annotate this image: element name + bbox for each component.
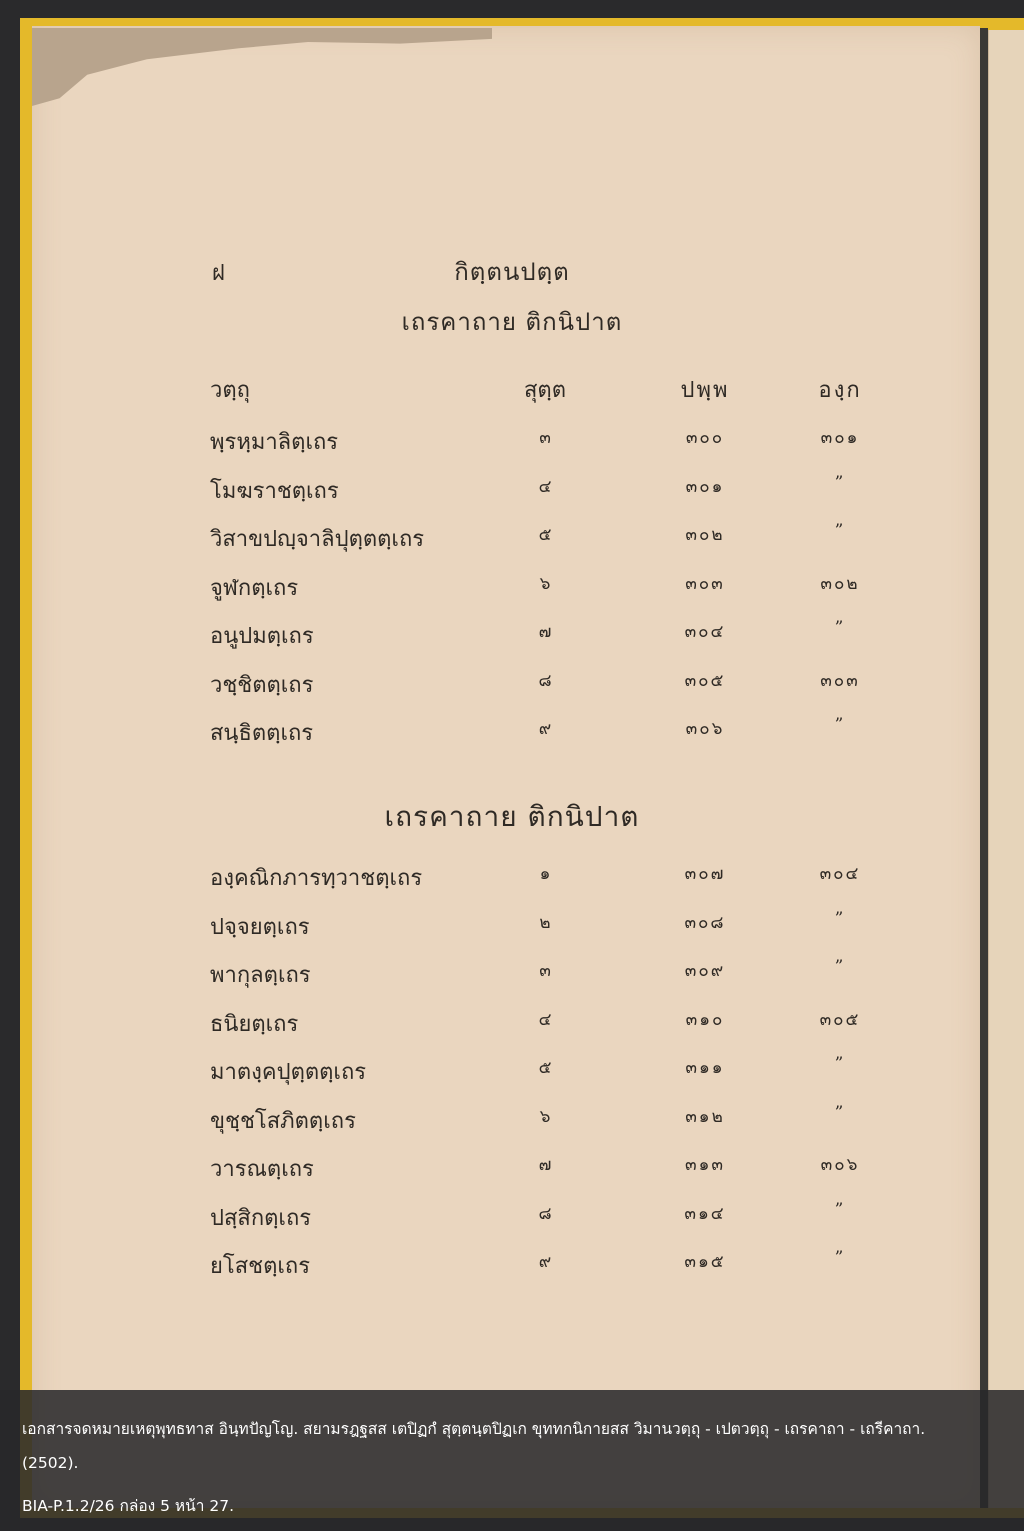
caption-citation: เอกสารจดหมายเหตุพุทธทาส อินฺทปัญโญ. สยามรฎฐสส เตปิฏกํ สุตฺตนฺตปิฏเก ขุททกนิกายสส วิมานวตฺถุ - เปตวตฺถุ - เถรคาถา - เถรีคาถา. (2502). <box>22 1420 926 1472</box>
entry-page: ๓๐๘ <box>684 912 726 933</box>
entry-sutta: ๔ <box>538 1009 552 1030</box>
entry-name: วารณตฺเถร <box>210 1157 314 1182</box>
page-title: กิตฺตนปตฺต <box>454 258 570 286</box>
table-row <box>0 1054 1024 1094</box>
caption-bar <box>0 1390 1024 1531</box>
table-row <box>0 473 1024 513</box>
section-title: เถรคาถาย ติกนิปาต <box>384 800 640 833</box>
entry-ref: ๓๐๕ <box>819 1009 861 1030</box>
entry-name: มาตงฺคปุตฺตตฺเถร <box>210 1060 367 1085</box>
entry-page: ๓๐๐ <box>685 428 725 448</box>
entry-ref: ๓๐๔ <box>819 864 861 884</box>
entry-name: อนูปมตฺเถร <box>210 624 314 649</box>
entry-sutta: ๓ <box>539 961 551 981</box>
table-row <box>0 1006 1024 1046</box>
entry-name: องฺคณิกภารทฺวาชตฺเถร <box>210 866 423 891</box>
entry-sutta: ๕ <box>538 1058 552 1078</box>
page-subtitle: เถรคาถาย ติกนิปาต <box>401 308 623 336</box>
entry-name: ขุชฺชโสภิตตฺเถร <box>210 1108 356 1134</box>
entry-ref: ” <box>834 908 846 929</box>
table-row <box>0 570 1024 610</box>
entry-name: สนฺธิตตฺเถร <box>210 721 314 746</box>
entry-ref: ” <box>834 521 846 541</box>
entry-page: ๓๐๔ <box>684 622 726 642</box>
table-row <box>0 667 1024 707</box>
entry-sutta: ๘ <box>538 1203 552 1224</box>
entry-ref: ๓๐๒ <box>820 573 860 594</box>
table-row <box>0 618 1024 658</box>
entry-ref: ” <box>834 1102 846 1123</box>
entry-page: ๓๐๙ <box>684 961 726 981</box>
entry-sutta: ๑ <box>539 864 551 884</box>
entry-sutta: ๗ <box>538 622 552 642</box>
column-header-ref: องฺก <box>818 378 862 403</box>
table-row <box>0 1151 1024 1191</box>
entry-ref: ” <box>834 715 846 735</box>
table-row <box>0 1200 1024 1240</box>
entry-ref: ” <box>834 1199 846 1220</box>
table-row <box>0 715 1024 755</box>
entry-sutta: ๒ <box>539 912 551 933</box>
table-row <box>0 1103 1024 1143</box>
entry-sutta: ๗ <box>538 1155 552 1175</box>
entry-page: ๓๑๓ <box>684 1155 726 1175</box>
table-row <box>0 1248 1024 1288</box>
table-row <box>0 909 1024 949</box>
entry-page: ๓๐๑ <box>685 476 725 497</box>
table-header <box>0 372 1024 412</box>
entry-ref: ” <box>834 618 846 638</box>
caption-reference: BIA-P.1.2/26 กล่อง 5 หน้า 27. <box>22 1497 235 1515</box>
table-row <box>0 424 1024 464</box>
entry-ref: ๓๐๑ <box>820 428 860 448</box>
entry-sutta: ๕ <box>538 525 552 545</box>
entry-page: ๓๐๒ <box>685 525 725 545</box>
table-row <box>0 957 1024 997</box>
entry-name: ปจฺจยตฺเถร <box>210 914 310 940</box>
entry-name: ยโสชตฺเถร <box>210 1254 311 1279</box>
entry-name: วชฺชิตตฺเถร <box>210 672 314 698</box>
entry-ref: ” <box>834 1248 846 1268</box>
entry-sutta: ๘ <box>538 670 552 691</box>
entry-page: ๓๐๖ <box>685 719 725 739</box>
entry-sutta: ๔ <box>538 476 552 497</box>
entry-page: ๓๑๔ <box>684 1203 726 1224</box>
entry-sutta: ๓ <box>539 428 551 448</box>
page-folio: ฝ <box>212 261 225 286</box>
entry-sutta: ๖ <box>539 1106 551 1127</box>
table-row <box>0 521 1024 561</box>
entry-ref: ๓๐๖ <box>820 1155 860 1175</box>
entry-name: จูฬกตฺเถร <box>210 575 299 601</box>
entry-ref: ” <box>834 472 846 493</box>
entry-sutta: ๙ <box>538 1252 552 1272</box>
entry-page: ๓๑๐ <box>685 1009 725 1030</box>
table-row <box>0 860 1024 900</box>
entry-name: พากุลตฺเถร <box>210 963 311 988</box>
entry-name: ธนิยตฺเถร <box>210 1011 299 1037</box>
entry-page: ๓๐๓ <box>685 573 725 594</box>
entry-name: โมฆราชตฺเถร <box>210 478 339 504</box>
entry-name: ปสฺสิกตฺเถร <box>210 1205 312 1231</box>
entry-sutta: ๖ <box>539 573 551 594</box>
entry-ref: ๓๐๓ <box>820 670 860 691</box>
column-header-page: ปพฺพ <box>680 378 730 403</box>
column-header-sutta: สุตฺต <box>523 378 566 403</box>
entry-page: ๓๑๑ <box>685 1058 725 1078</box>
entry-sutta: ๙ <box>538 719 552 739</box>
entry-ref: ” <box>834 1054 846 1074</box>
entry-page: ๓๑๒ <box>685 1106 725 1127</box>
entry-name: พฺรหฺมาลิตฺเถร <box>210 430 339 455</box>
entry-name: วิสาขปญฺจาลิปุตฺตตฺเถร <box>210 527 425 552</box>
entry-page: ๓๐๗ <box>684 864 726 884</box>
entry-page: ๓๑๕ <box>684 1252 726 1272</box>
entry-page: ๓๐๕ <box>684 670 726 691</box>
entry-ref: ” <box>834 957 846 977</box>
column-header-name: วตฺถุ <box>210 378 250 403</box>
